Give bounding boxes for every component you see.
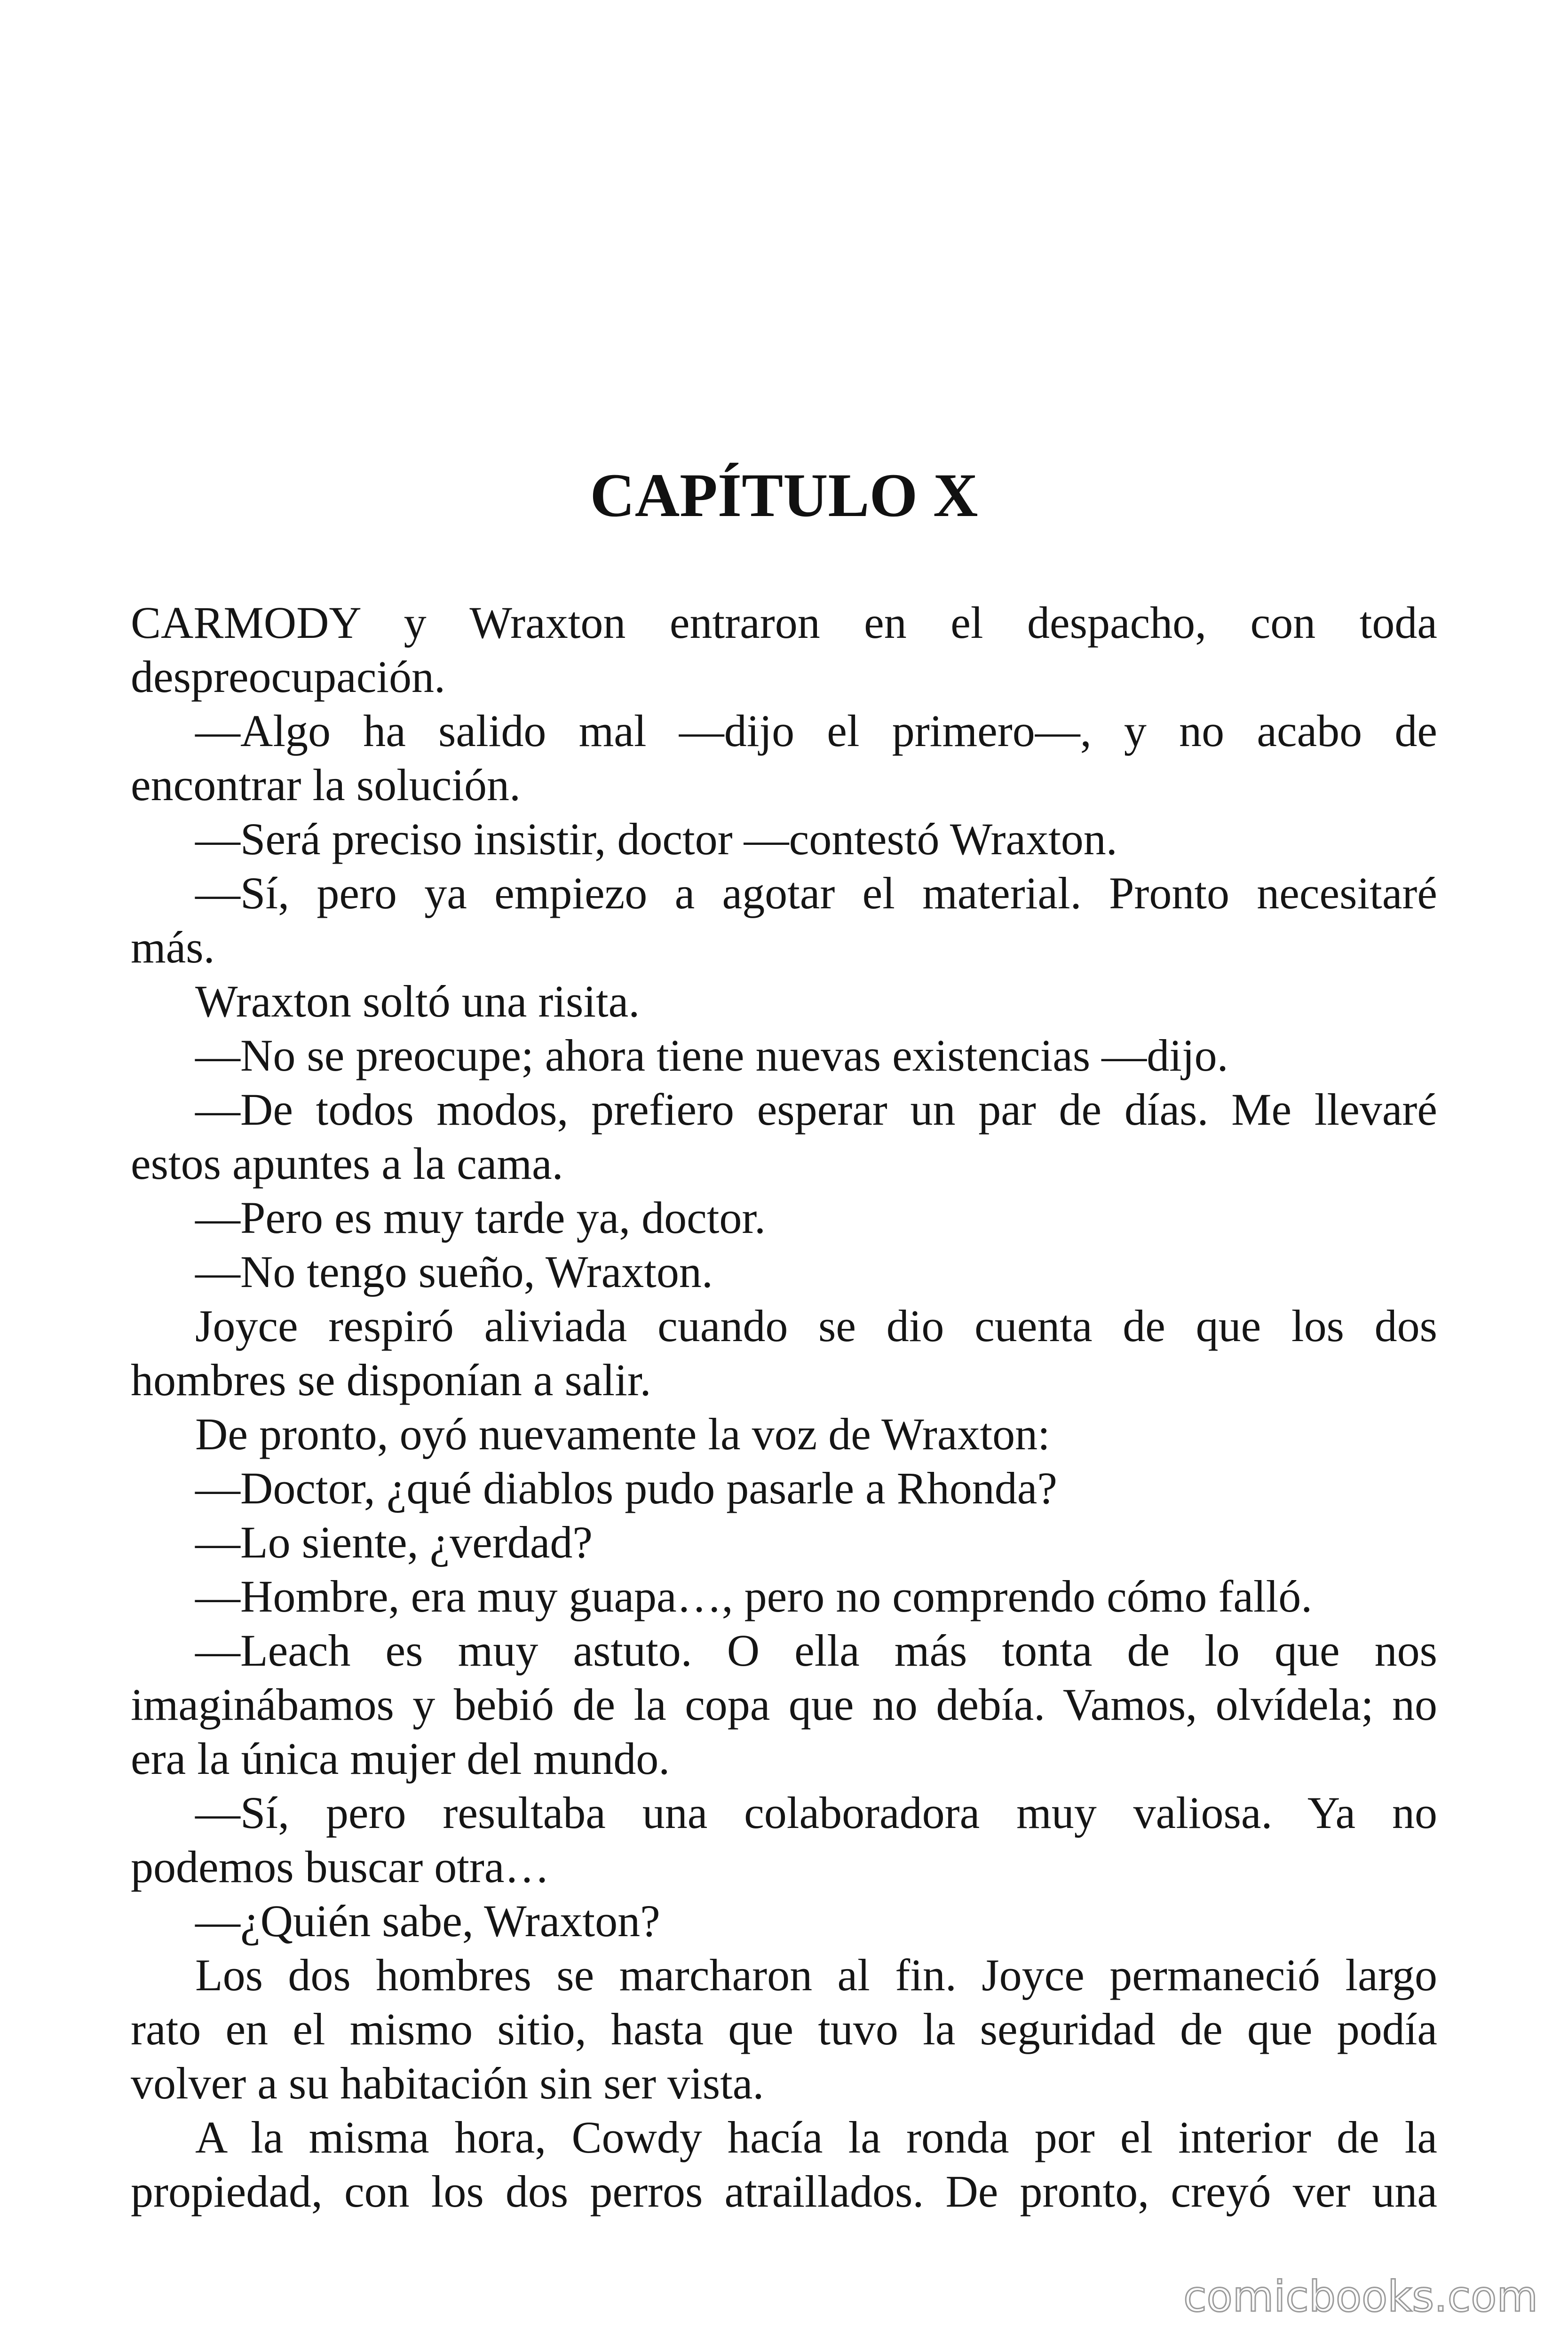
text-line: Joyce respiró aliviada cuando se dio cuenta de que los dos bbox=[195, 1301, 1437, 1351]
paragraph bbox=[131, 1623, 1437, 1786]
watermark: comicbooks.com bbox=[1183, 2272, 1538, 2321]
text-line: —¿Quién sabe, Wraxton? bbox=[195, 1896, 660, 1946]
text-line: más. bbox=[131, 922, 215, 972]
paragraph bbox=[131, 1245, 1437, 1299]
text-line: despreocupación. bbox=[131, 652, 446, 702]
text-line: De pronto, oyó nuevamente la voz de Wraxton: bbox=[195, 1409, 1050, 1459]
paragraph bbox=[131, 974, 1437, 1028]
text-line: estos apuntes a la cama. bbox=[131, 1138, 563, 1189]
text-line: —Será preciso insistir, doctor —contestó Wraxton. bbox=[195, 814, 1117, 864]
text-line: —No tengo sueño, Wraxton. bbox=[195, 1247, 713, 1297]
text-line: podemos buscar otra… bbox=[131, 1842, 550, 1892]
paragraph bbox=[131, 704, 1437, 812]
body-text bbox=[131, 596, 1437, 2218]
text-line: —Sí, pero ya empiezo a agotar el material. Pronto necesitaré bbox=[195, 868, 1437, 918]
paragraph bbox=[131, 1461, 1437, 1515]
text-line: —Lo siente, ¿verdad? bbox=[195, 1517, 593, 1567]
paragraph bbox=[131, 1407, 1437, 1461]
text-line: encontrar la solución. bbox=[131, 760, 521, 810]
paragraph bbox=[131, 1786, 1437, 1894]
text-line: imaginábamos y bebió de la copa que no debía. Vamos, olvídela; no bbox=[131, 1679, 1437, 1730]
text-line: era la única mujer del mundo. bbox=[131, 1733, 670, 1784]
text-line: Wraxton soltó una risita. bbox=[195, 976, 640, 1026]
paragraph bbox=[131, 1299, 1437, 1407]
text-line: —No se preocupe; ahora tiene nuevas existencias —dijo. bbox=[195, 1030, 1228, 1081]
paragraph bbox=[131, 1028, 1437, 1082]
paragraph bbox=[131, 596, 1437, 704]
text-line: —Sí, pero resultaba una colaboradora muy valiosa. Ya no bbox=[195, 1788, 1437, 1838]
text-line: —Leach es muy astuto. O ella más tonta de lo que nos bbox=[195, 1625, 1437, 1676]
text-line: Los dos hombres se marcharon al fin. Joyce permaneció largo bbox=[195, 1950, 1437, 2000]
text-line: —Doctor, ¿qué diablos pudo pasarle a Rhonda? bbox=[195, 1463, 1057, 1513]
text-line: —Pero es muy tarde ya, doctor. bbox=[195, 1192, 766, 1243]
chapter-title: CAPÍTULO X bbox=[590, 461, 978, 530]
text-line: —Hombre, era muy guapa…, pero no comprendo cómo falló. bbox=[195, 1571, 1313, 1621]
paragraph bbox=[131, 1515, 1437, 1569]
paragraph bbox=[131, 1569, 1437, 1623]
paragraph bbox=[131, 1894, 1437, 1948]
text-line: propiedad, con los dos perros atraillados. De pronto, creyó ver una bbox=[131, 2166, 1437, 2217]
text-line: —Algo ha salido mal —dijo el primero—, y no acabo de bbox=[195, 706, 1437, 756]
text-line: CARMODY y Wraxton entraron en el despacho, con toda bbox=[131, 597, 1437, 648]
paragraph bbox=[131, 2110, 1437, 2218]
text-line: —De todos modos, prefiero esperar un par de días. Me llevaré bbox=[195, 1084, 1437, 1135]
paragraph bbox=[131, 812, 1437, 866]
text-line: A la misma hora, Cowdy hacía la ronda por el interior de la bbox=[195, 2112, 1437, 2162]
paragraph bbox=[131, 1191, 1437, 1245]
text-line: rato en el mismo sitio, hasta que tuvo la seguridad de que podía bbox=[131, 2004, 1437, 2054]
paragraph bbox=[131, 866, 1437, 974]
text-line: volver a su habitación sin ser vista. bbox=[131, 2058, 764, 2108]
paragraph bbox=[131, 1948, 1437, 2110]
paragraph bbox=[131, 1082, 1437, 1191]
text-line: hombres se disponían a salir. bbox=[131, 1355, 651, 1405]
